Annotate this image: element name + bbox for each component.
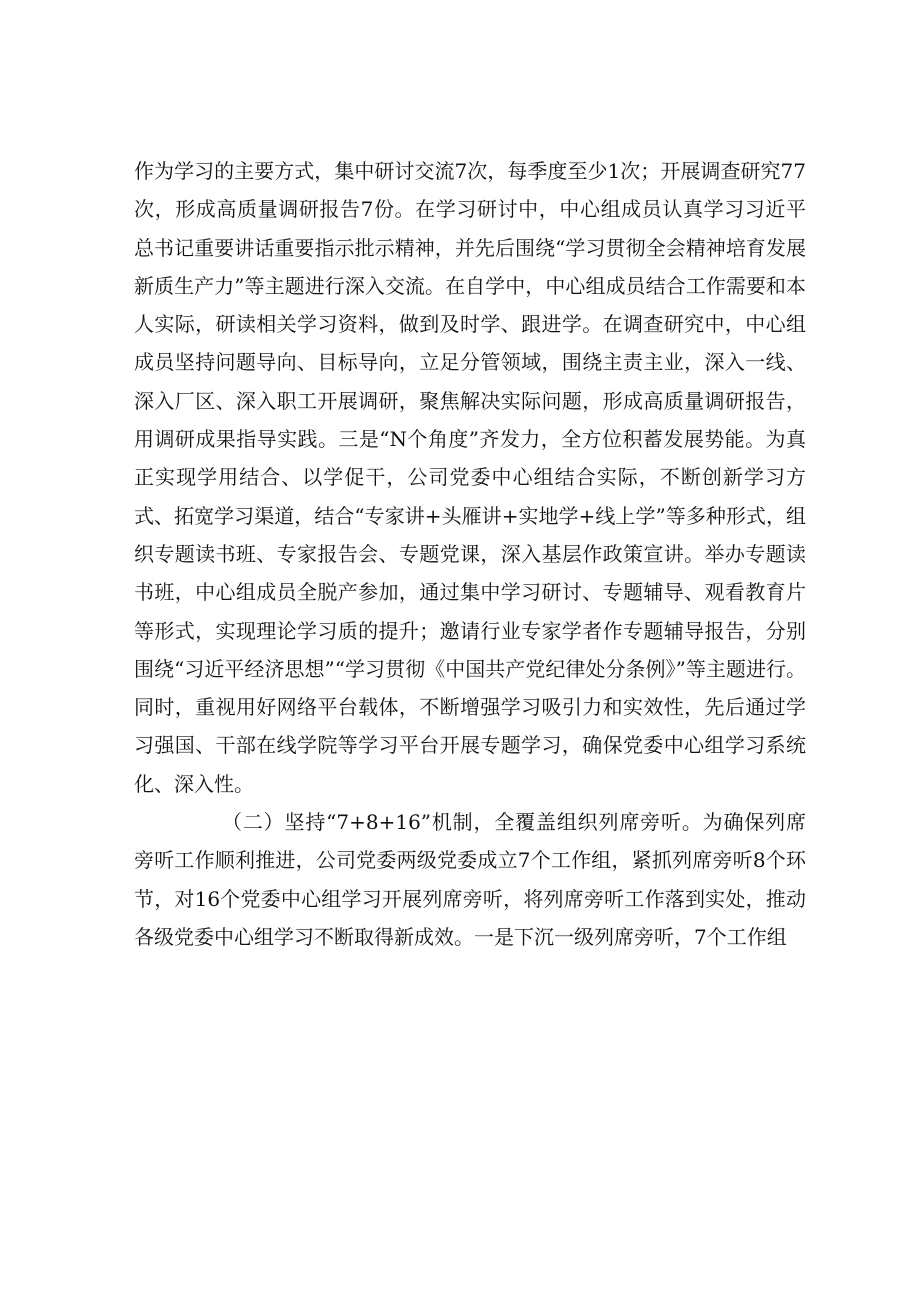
paragraph-2: （二）坚持“7+8+16”机制，全覆盖组织列席旁听。为确保列席旁听工作顺利推进，公司党委两级党委成立7个工作组，紧抓列席旁听8个环节，对16个党委中心组学习开展列席旁听，将列席旁听工作落到实处，推动各级党委中心组学习不断取得新成效。一是下沉一级列席旁听，7个工作组 <box>134 810 806 949</box>
document-body <box>134 152 806 956</box>
paragraph-1: 作为学习的主要方式，集中研讨交流7次，每季度至少1次；开展调查研究77次，形成高质量调研报告7份。在学习研讨中，中心组成员认真学习习近平总书记重要讲话重要指示批示精神，并先后围绕“学习贯彻全会精神培育发展新质生产力”等主题进行深入交流。在自学中，中心组成员结合工作需要和本人实际，研读相关学习资料，做到及时学、跟进学。在调查研究中，中心组成员坚持问题导向、目标导向，立足分管领域，围绕主责主业，深入一线、深入厂区、深入职工开展调研，聚焦解决实际问题，形成高质量调研报告，用调研成果指导实践。三是“N个角度”齐发力，全方位积蓄发展势能。为真正实现学用结合、以学促干，公司党委中心组结合实际，不断创新学习方式、拓宽学习渠道，结合“专家讲+头雁讲+实地学+线上学”等多种形式，组织专题读书班、专家报告会、专题党课，深入基层作政策宣讲。举办专题读书班，中心组成员全脱产参加，通过集中学习研讨、专题辅导、观看教育片等形式，实现理论学习质的提升；邀请行业专家学者作专题辅导报告，分别围绕“习近平经济思想”“学习贯彻《中国共产党纪律处分条例》”等主题进行。同时，重视用好网络平台载体，不断增强学习吸引力和实效性，先后通过学习强国、干部在线学院等学习平台开展专题学习，确保党委中心组学习系统化、深入性。 <box>134 159 806 796</box>
